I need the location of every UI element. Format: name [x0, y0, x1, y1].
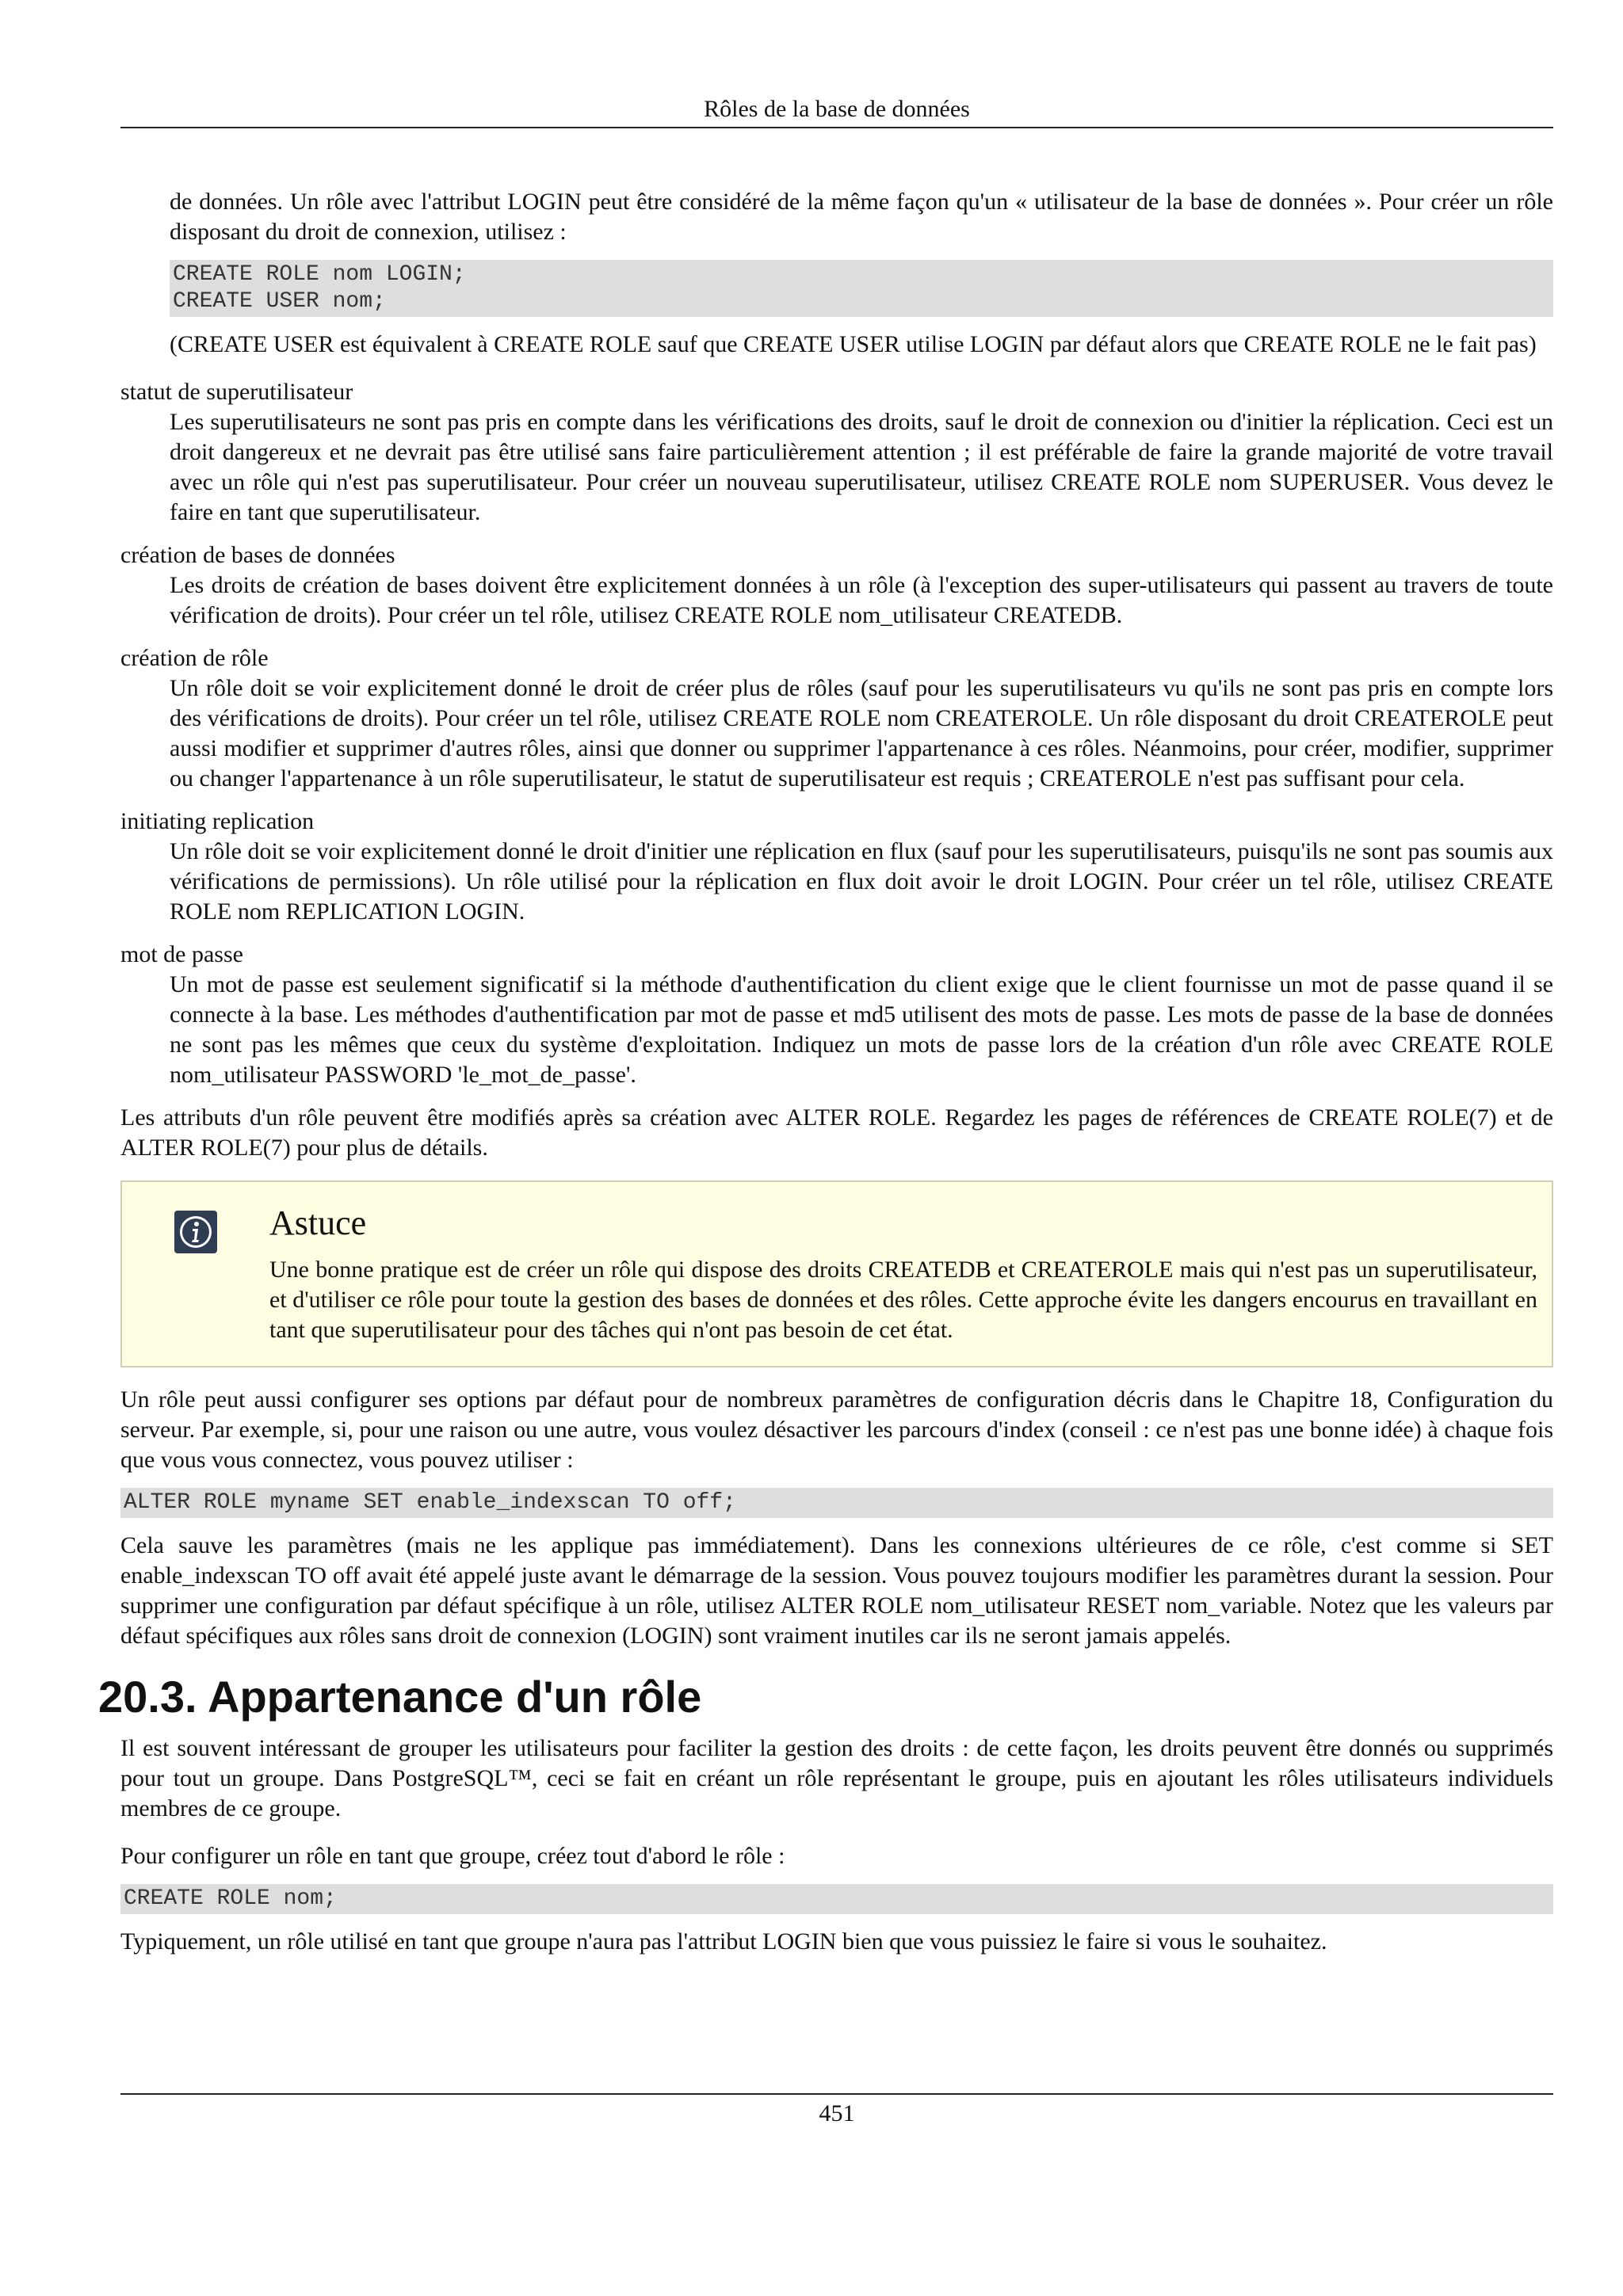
- term-createrole: création de rôle: [120, 645, 269, 671]
- code-block-create-login: [170, 260, 1553, 317]
- section-paragraph-2: Pour configurer un rôle en tant que groupe, créez tout d'abord le rôle :: [120, 1843, 785, 1869]
- page-number: 451: [819, 2100, 855, 2126]
- definition-createdb: Les droits de création de bases doivent être explicitement données à un rôle (à l'exception des super-utilisateurs qui passent au travers de toute vérification de droits). Pour créer un tel rôle, utilisez CREATE ROLE nom_utilisateur CREATEDB.: [170, 572, 1553, 628]
- section-title: 20.3. Appartenance d'un rôle: [98, 1672, 702, 1722]
- code-block-alter-role: ALTER ROLE myname SET enable_indexscan TO off;: [120, 1488, 1553, 1518]
- code-line: CREATE ROLE nom LOGIN;: [173, 262, 466, 287]
- config-after-paragraph: Cela sauve les paramètres (mais ne les applique pas immédiatement). Dans les connexions ultérieures de ce rôle, c'est comme si SET enable_indexscan TO off avait été appelé juste avant le démarrage de la session. Vous pouvez toujours modifier les paramètres durant la session. Pour supprimer une configuration par défaut spécifique à un rôle, utilisez ALTER ROLE nom_utilisateur RESET nom_variable. Notez que les valeurs par défaut spécifiques aux rôles sans droit de connexion (LOGIN) sont vraiment inutiles car ils ne seront jamais appelés.: [120, 1532, 1553, 1649]
- term-password: mot de passe: [120, 941, 243, 967]
- intro-paragraph: de données. Un rôle avec l'attribut LOGIN peut être considéré de la même façon qu'un « utilisateur de la base de données ». Pour créer un rôle disposant du droit de connexion, utilisez :: [170, 189, 1553, 245]
- tip-text: Une bonne pratique est de créer un rôle qui dispose des droits CREATEDB et CREATEROLE mais qui n'est pas un superutilisateur, et d'utiliser ce rôle pour toute la gestion des bases de données et des rôles. Cette approche évite les dangers encourus en travaillant en tant que superutilisateur pour des tâches qui n'ont pas besoin de cet état.: [269, 1257, 1537, 1343]
- definition-createrole: Un rôle doit se voir explicitement donné le droit de créer plus de rôles (sauf pour les superutilisateurs vu qu'ils ne sont pas pris en compte lors des vérifications de droits). Pour créer un tel rôle, utilisez CREATE ROLE nom CREATEROLE. Un rôle disposant du droit CREATEROLE peut aussi modifier et supprimer d'autres rôles, ainsi que donner ou supprimer l'appartenance à ces rôles. Néanmoins, pour créer, modifier, supprimer ou changer l'appartenance à un rôle superutilisateur, le statut de superutilisateur est requis ; CREATEROLE n'est pas suffisant pour cela.: [170, 675, 1553, 791]
- definition-superuser: Les superutilisateurs ne sont pas pris en compte dans les vérifications des droits, sauf le droit de connexion ou d'initier la réplication. Ceci est un droit dangereux et ne devrait pas être utilisé sans faire particulièrement attention ; il est préférable de faire la grande majorité de votre travail avec un rôle qui n'est pas superutilisateur. Pour créer un nouveau superutilisateur, utilisez CREATE ROLE nom SUPERUSER. Vous devez le faire en tant que superutilisateur.: [170, 409, 1553, 525]
- config-paragraph: Un rôle peut aussi configurer ses options par défaut pour de nombreux paramètres de configuration décris dans le Chapitre 18, Configuration du serveur. Par exemple, si, pour une raison ou une autre, vous voulez désactiver les parcours d'index (conseil : ce n'est pas une bonne idée) à chaque fois que vous vous connectez, vous pouvez utiliser :: [120, 1386, 1553, 1473]
- alter-role-paragraph: Les attributs d'un rôle peuvent être modifiés après sa création avec ALTER ROLE. Regardez les pages de références de CREATE ROLE(7) et de ALTER ROLE(7) pour plus de détails.: [120, 1104, 1553, 1161]
- code-line: CREATE USER nom;: [173, 289, 386, 314]
- term-replication: initiating replication: [120, 808, 315, 834]
- create-user-note: (CREATE USER est équivalent à CREATE ROLE sauf que CREATE USER utilise LOGIN par défaut alors que CREATE ROLE ne le fait pas): [170, 331, 1537, 357]
- page-content: [98, 187, 1553, 1957]
- info-icon: [174, 1211, 217, 1253]
- running-header: Rôles de la base de données: [704, 96, 970, 122]
- header-rule: [120, 127, 1553, 128]
- term-superuser: statut de superutilisateur: [120, 379, 353, 405]
- definition-password: Un mot de passe est seulement significatif si la méthode d'authentification du client exige que le client fournisse un mot de passe quand il se connecte à la base. Les méthodes d'authentification par mot de passe et md5 utilisent des mots de passe. Les mots de passe de la base de données ne sont pas les mêmes que ceux du système d'exploitation. Indiquez un mots de passe lors de la création d'un rôle avec CREATE ROLE nom_utilisateur PASSWORD 'le_mot_de_passe'.: [170, 971, 1553, 1088]
- term-createdb: création de bases de données: [120, 542, 395, 568]
- code-block-create-group: CREATE ROLE nom;: [120, 1884, 1553, 1914]
- tip-box: [120, 1180, 1553, 1367]
- footer-rule: [120, 2093, 1553, 2095]
- definition-replication: Un rôle doit se voir explicitement donné le droit d'initier une réplication en flux (sauf pour les superutilisateurs, puisqu'ils ne sont pas soumis aux vérifications de permissions). Un rôle utilisé pour la réplication en flux doit avoir le droit LOGIN. Pour créer un tel rôle, utilisez CREATE ROLE nom REPLICATION LOGIN.: [170, 838, 1553, 925]
- tip-title: Astuce: [269, 1203, 367, 1242]
- section-paragraph-1: Il est souvent intéressant de grouper les utilisateurs pour faciliter la gestion des droits : de cette façon, les droits peuvent être donnés ou supprimés pour tout un groupe. Dans PostgreSQL™, ceci se fait en créant un rôle représentant le groupe, puis en ajoutant les rôles utilisateurs individuels membres de ce groupe.: [120, 1735, 1553, 1821]
- section-paragraph-3: Typiquement, un rôle utilisé en tant que groupe n'aura pas l'attribut LOGIN bien que vous puissiez le faire si vous le souhaitez.: [120, 1928, 1327, 1955]
